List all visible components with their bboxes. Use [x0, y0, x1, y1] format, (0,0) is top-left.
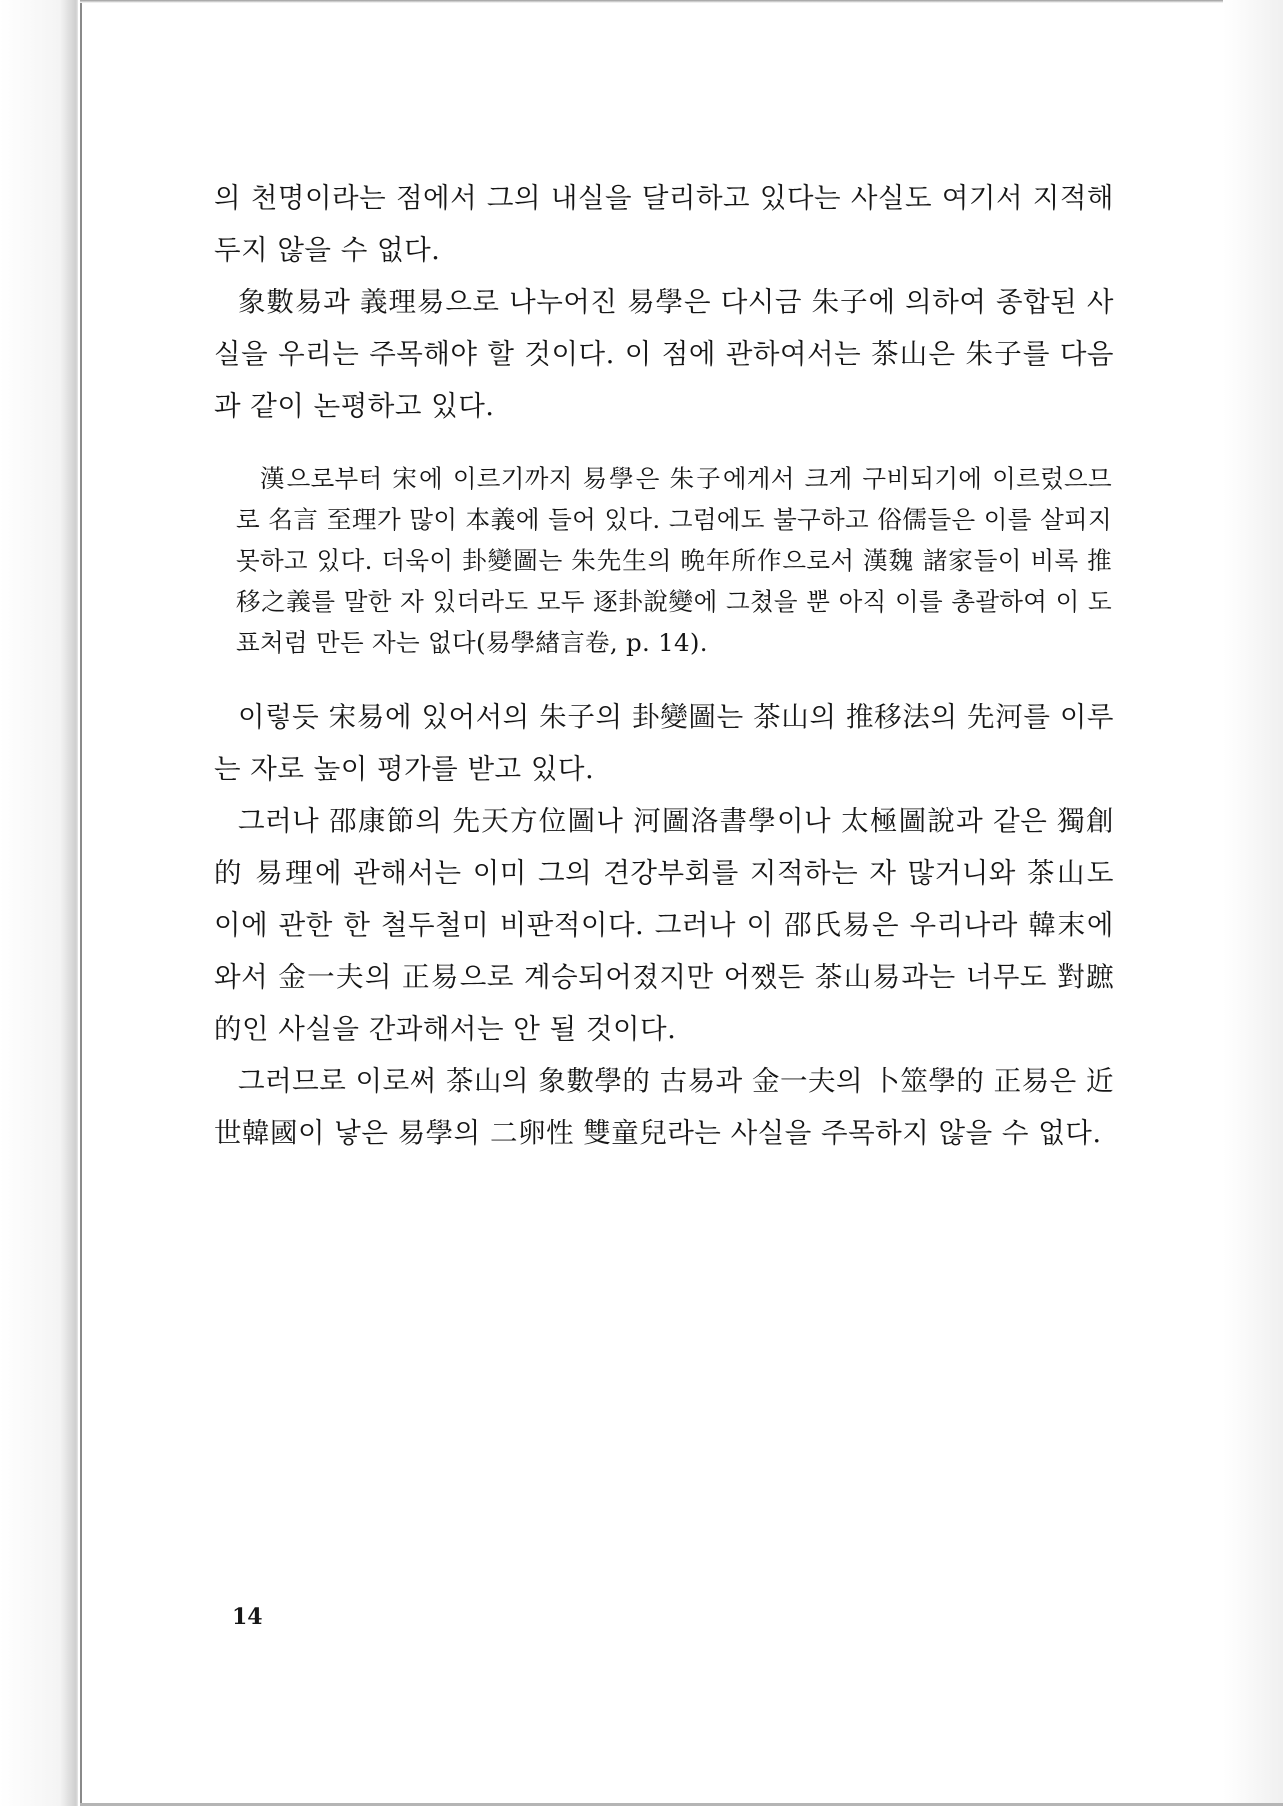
- block-quote-text: 漢으로부터 宋에 이르기까지 易學은 朱子에게서 크게 구비되기에 이르렀으므로 名言 至理가 많이 本義에 들어 있다. 그럼에도 불구하고 俗儒들은 이를 살피지 못하고 있다. 더욱이 卦變圖는 朱先生의 晩年所作으로서 漢魏 諸家들이 비록 推移之義를 말한 자 있더라도 모두 逐卦說變에 그쳤을 뿐 아직 이를 총괄하여 이 도표처럼 만든 자는 없다(易學緖言卷, p. 14).: [236, 464, 1112, 657]
- paragraph-continued: 의 천명이라는 점에서 그의 내실을 달리하고 있다는 사실도 여기서 지적해 두지 않을 수 없다.: [214, 182, 1114, 266]
- page-top-edge: [80, 0, 1283, 3]
- page-number: 14: [232, 1604, 263, 1630]
- block-quote: [236, 458, 1112, 663]
- paragraph: 이렇듯 宋易에 있어서의 朱子의 卦變圖는 茶山의 推移法의 先河를 이루는 자로 높이 평가를 받고 있다.: [214, 701, 1114, 785]
- page-left-edge: [80, 0, 82, 1806]
- page-right-shade: [1223, 0, 1283, 1806]
- paragraph: 象數易과 義理易으로 나누어진 易學은 다시금 朱子에 의하여 종합된 사실을 우리는 주목해야 할 것이다. 이 점에 관하여서는 茶山은 朱子를 다음과 같이 논평하고 있다.: [214, 286, 1114, 422]
- binding-shadow: [0, 0, 78, 1806]
- paragraph: 그러나 邵康節의 先天方位圖나 河圖洛書學이나 太極圖說과 같은 獨創的 易理에 관해서는 이미 그의 견강부회를 지적하는 자 많거니와 茶山도 이에 관한 한 철두철미 비판적이다. 그러나 이 邵氏易은 우리나라 韓末에 와서 金一夫의 正易으로 계승되어졌지만 어쨌든 茶山易과는 너무도 對蹠的인 사실을 간과해서는 안 될 것이다.: [214, 805, 1114, 1045]
- paragraph: 그러므로 이로써 茶山의 象數學的 古易과 金一夫의 卜筮學的 正易은 近世韓國이 낳은 易學의 二卵性 雙童兒라는 사실을 주목하지 않을 수 없다.: [214, 1065, 1114, 1149]
- body-text: [214, 172, 1114, 1159]
